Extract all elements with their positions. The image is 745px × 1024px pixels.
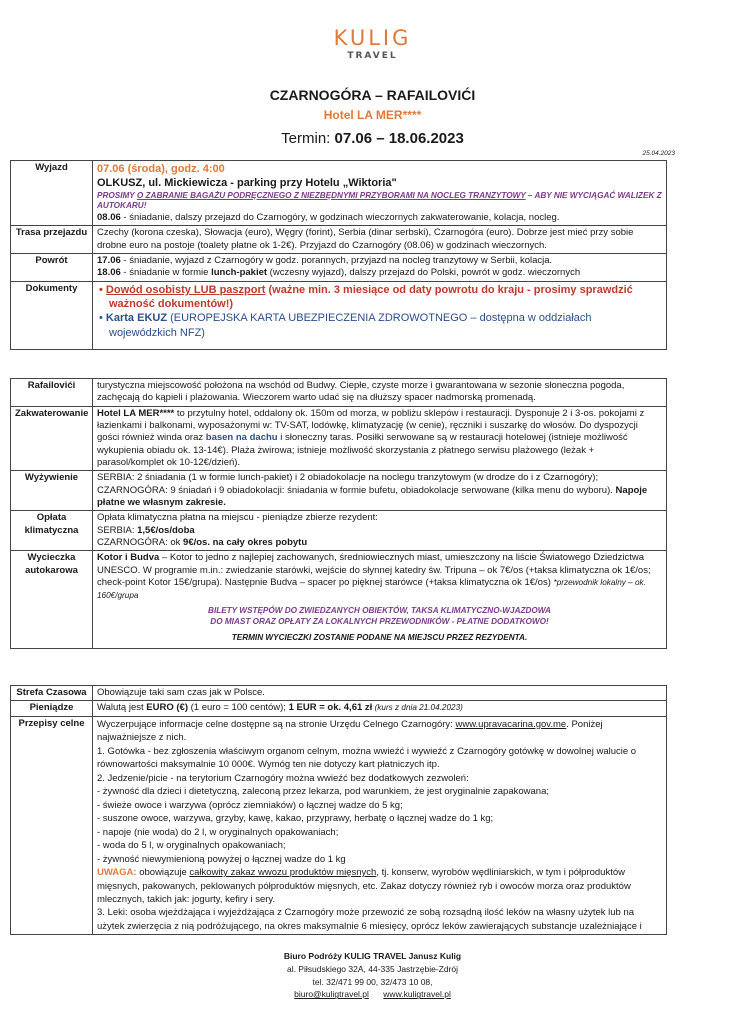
row-wycieczka bbox=[11, 551, 667, 648]
wyz-l2 bbox=[97, 485, 662, 510]
label-wyjazd: Wyjazd bbox=[11, 161, 93, 226]
uwaga-u: całkowity zakaz wwozu produktów mięsnych bbox=[189, 867, 377, 879]
footer-name: Biuro Podróży KULIG TRAVEL Janusz Kulig bbox=[283, 951, 462, 961]
cell-rafailovici: turystyczna miejscowość położona na wschód od Budwy. Ciepłe, czyste morze i gwarantowana w sezonie słoneczna pogoda, zachęcają do kąpieli i plażowania. Wieczorem warto udać się na dłuższy spacer nadmorską promenadą. bbox=[93, 379, 667, 407]
przep-item: - świeże owoce i warzywa (oprócz ziemniaków) o łącznej wadze do 5 kg; bbox=[97, 799, 403, 811]
pien-b: EURO (€) bbox=[146, 702, 188, 714]
row-zakwaterowanie bbox=[11, 406, 667, 471]
label-przepisy: Przepisy celne bbox=[11, 716, 93, 935]
label-rafailovici: Rafailovići bbox=[11, 379, 93, 407]
uwaga-b: , tj. konserw, wyrobów wędliniarskich, w tym i półproduktów mięsnych, pakowanych, peklowanych półproduktów mięsnych, etc. Zakaz dotyczy również ryb i owoców morza oraz produktów mlecznych, takich jak: jogurty, kefiry i sery. bbox=[97, 867, 631, 905]
day-date: 08.06 bbox=[97, 211, 121, 223]
oplata-l2 bbox=[97, 525, 662, 537]
cell-oplata bbox=[93, 511, 667, 551]
przep-item: - suszone owoce, warzywa, grzyby, kawę, kakao, przyprawy, herbatę o łącznej wadze do 1 kg; bbox=[97, 813, 494, 825]
powrot-t2c: (wczesny wyjazd), dalszy przejazd do Polski, powrót w godz. wieczornych bbox=[267, 267, 581, 279]
wyjazd-where: OLKUSZ, ul. Mickiewicza - parking przy Hotelu „Wiktoria" bbox=[97, 177, 397, 190]
pien-c: (1 euro = 100 centów); bbox=[187, 702, 289, 714]
przep-p2: 2. Jedzenie/picie - na terytorium Czarnogóry można wwieźć bez dodatkowych zezwoleń: bbox=[97, 772, 469, 784]
oplata-l3a: CZARNOGÓRA: ok bbox=[97, 537, 184, 549]
cell-dokumenty bbox=[93, 281, 667, 349]
row-przepisy bbox=[11, 716, 667, 935]
cell-powrot bbox=[93, 253, 667, 281]
footer-www-link[interactable]: www.kuligtravel.pl bbox=[383, 989, 451, 1000]
przep-uwaga bbox=[97, 866, 662, 906]
cell-przepisy bbox=[93, 716, 667, 935]
table-travel bbox=[10, 160, 667, 350]
footer-email-link[interactable]: biuro@kuligtravel.pl bbox=[294, 989, 369, 1000]
powrot-t1: - śniadanie, wyjazd z Czarnogóry w godz. porannych, przyjazd na nocleg tranzytowy w Serbii, kolacja. bbox=[120, 254, 553, 266]
warning-u: O ZABRANIE BAGAŻU PODRĘCZNEGO Z NIEZBĘDNYMI PRZYBORAMI NA NOCLEG TRANZYTOWY bbox=[136, 190, 526, 200]
wyc-notice-1: BILETY WSTĘPÓW DO ZWIEDZANYCH OBIEKTÓW, TAKSA KLIMATYCZNO-WJAZDOWA bbox=[208, 605, 551, 615]
uwaga-label: UWAGA: bbox=[97, 867, 137, 879]
wyc-notice-3: TERMIN WYCIECZKI ZOSTANIE PODANE NA MIEJSCU PRZEZ REZYDENTA. bbox=[231, 633, 528, 643]
footer-links bbox=[0, 988, 745, 1001]
termin-label: Termin: bbox=[281, 130, 331, 147]
customs-link[interactable]: www.upravacarina.gov.me bbox=[455, 718, 567, 730]
document-date: 25.04.2023 bbox=[642, 150, 675, 157]
oplata-l3b: 9€/os. na cały okres pobytu bbox=[183, 537, 308, 549]
hotel-name: Hotel LA MER**** bbox=[323, 108, 422, 122]
cell-wycieczka bbox=[93, 551, 667, 648]
label-wyzywienie: Wyżywienie bbox=[11, 471, 93, 511]
row-pieniadze bbox=[11, 701, 667, 716]
wyc-name: Kotor i Budva bbox=[97, 552, 160, 564]
dok-bullet-2: • Karta EKUZ (EUROPEJSKA KARTA UBEZPIECZENIA ZDROWOTNEGO – dostępna w oddziałach wojewódzkich NFZ) bbox=[99, 312, 592, 339]
footer-address: al. Piłsudskiego 32A, 44-335 Jastrzębie-Zdrój bbox=[286, 963, 459, 974]
uwaga-a: obowiązuje bbox=[136, 867, 190, 879]
pien-e: (kurs z dnia 21.04.2023) bbox=[372, 703, 463, 713]
przep-p3: 3. Leki: osoba wjeżdżająca i wyjeżdżająca z Czarnogóry może przewozić ze sobą rozsądną ilość leków na własny użytek lub na użytek zwierzęcia z nią podróżującego, na okres maksymalnie 6 miesięcy, oprócz leków zawierających substancje uzależniające i bbox=[97, 907, 642, 932]
powrot-line1 bbox=[97, 255, 662, 267]
label-pieniadze: Pieniądze bbox=[11, 701, 93, 716]
logo-main: KULIG bbox=[333, 26, 412, 50]
cell-strefa: Obowiązuje taki sam czas jak w Polsce. bbox=[93, 686, 667, 701]
label-zakwaterowanie: Zakwaterowanie bbox=[11, 406, 93, 471]
pien-d: 1 EUR = ok. 4,61 zł bbox=[288, 702, 373, 714]
warning-a: PROSIMY bbox=[97, 190, 137, 200]
table-stay bbox=[10, 378, 667, 649]
row-wyjazd bbox=[11, 161, 667, 226]
row-strefa bbox=[11, 686, 667, 701]
dok-b2-rest: (EUROPEJSKA KARTA UBEZPIECZENIA ZDROWOTNEGO – dostępna w oddziałach wojewódzkich NFZ) bbox=[109, 312, 592, 339]
zakw-hotel: Hotel LA MER**** bbox=[97, 407, 175, 419]
cell-wyzywienie bbox=[93, 471, 667, 511]
powrot-t2a: - śniadanie w formie bbox=[120, 267, 212, 279]
powrot-line2 bbox=[97, 267, 662, 279]
logo bbox=[0, 26, 745, 61]
row-rafailovici bbox=[11, 379, 667, 407]
page-title: CZARNOGÓRA – RAFAILOVIĆI bbox=[269, 87, 476, 103]
label-wycieczka: Wycieczka autokarowa bbox=[11, 551, 93, 648]
oplata-l2a: SERBIA: bbox=[97, 524, 138, 536]
cell-pieniadze bbox=[93, 701, 667, 716]
logo-sub: TRAVEL bbox=[347, 51, 398, 61]
przep-p1: 1. Gotówka - bez zgłoszenia właściwym organom celnym, można wwieźć i wywieźć z Czarnogóry gotówkę w dowolnej walucie o równowartości maksymalnie 10 000€. Wymóg ten nie dotyczy kart płatniczych itp. bbox=[97, 745, 637, 771]
dok-bullet-1: • Dowód osobisty LUB paszport (ważne min. 3 miesiące od daty powrotu do kraju - prosimy sprawdzić ważność dokumentów!) bbox=[99, 283, 633, 310]
day-text: - śniadanie, dalszy przejazd do Czarnogóry, w godzinach wieczornych zakwaterowanie, kolacja, nocleg. bbox=[120, 211, 560, 223]
label-oplata: Opłata klimatyczna bbox=[11, 511, 93, 551]
label-trasa: Trasa przejazdu bbox=[11, 226, 93, 254]
warning-b: – ABY NIE WYCIĄGAĆ WALIZEK Z AUTOKARU! bbox=[97, 190, 662, 211]
oplata-l2b: 1,5€/os/doba bbox=[137, 524, 195, 536]
row-wyzywienie bbox=[11, 471, 667, 511]
wyc-guide: *przewodnik lokalny – ok. 160€/grupa bbox=[97, 578, 646, 600]
cell-trasa: Czechy (korona czeska), Słowacja (euro), Węgry (forint), Serbia (dinar serbski), Czarnogóra (euro). Dobrze jest mieć przy sobie drobne euro na postoje (toalety płatne ok 1-2€). Przyjazd do Czarnogóry (08.06) w godzinach wieczornych. bbox=[93, 226, 667, 254]
przep-item: - żywność dla dzieci i dietetyczną, zaleconą przez lekarza, pod warunkiem, że jest oryginalnie zapakowana; bbox=[97, 786, 550, 798]
wyc-notice-2: DO MIAST ORAZ OPŁATY ZA LOKALNYCH PRZEWODNIKÓW - PŁATNE DODATKOWO! bbox=[210, 616, 549, 626]
przep-item: - napoje (nie woda) do 2 l, w oryginalnych opakowaniach; bbox=[97, 826, 339, 838]
dok-b2-main: Karta EKUZ bbox=[105, 312, 168, 325]
przep-intro bbox=[97, 718, 662, 745]
powrot-t2b: lunch-pakiet bbox=[211, 267, 268, 279]
footer bbox=[0, 950, 745, 1001]
oplata-l1: Opłata klimatyczna płatna na miejscu - pieniądze zbierze rezydent: bbox=[97, 512, 378, 524]
termin bbox=[0, 130, 745, 147]
dok-b1-main: Dowód osobisty LUB paszport bbox=[105, 283, 266, 296]
label-powrot: Powrót bbox=[11, 253, 93, 281]
footer-phone: tel. 32/471 99 00, 32/473 10 08, bbox=[312, 976, 433, 987]
zakw-basen: basen na dachu bbox=[205, 432, 278, 444]
row-powrot bbox=[11, 253, 667, 281]
pien-a: Walutą jest bbox=[97, 702, 147, 714]
dok-b1-rest: (ważne min. 3 miesiące od daty powrotu do kraju - prosimy sprawdzić ważność dokumentów!) bbox=[109, 283, 633, 310]
zakw-t2: i słoneczny taras. Posiłki serwowane są w restauracji hotelowej (istnieje możliwość wykupienia obiadu ok. 13-14€). Plaża żwirowa; istnieje możliwość skorzystania z płatnego serwisu plażowego (leżak + parasol/komplet ok 10-12€/dzień). bbox=[97, 432, 628, 469]
label-strefa: Strefa Czasowa bbox=[11, 686, 93, 701]
row-oplata bbox=[11, 511, 667, 551]
termin-dates: 07.06 – 18.06.2023 bbox=[334, 130, 464, 147]
powrot-d1: 17.06 bbox=[97, 254, 121, 266]
table-info bbox=[10, 685, 667, 935]
oplata-l3 bbox=[97, 537, 662, 549]
zakw-t1: to przytulny hotel, oddalony ok. 150m od morza, w pobliżu sklepów i restauracji. Dysponuje 2 i 3-os. pokojami z łazienkami i balkonami, wyposażonymi w: TV-SAT, lodówkę, klimatyzację (w cenie), ręczniki i suszarkę do włosów. Do dyspozycji gości również winda oraz bbox=[97, 407, 645, 444]
wyz-l1: SERBIA: 2 śniadania (1 w formie lunch-pakiet) i 2 obiadokolacje na noclegu tranzytowym (w drodze do i z Czarnogóry); bbox=[97, 472, 599, 484]
row-trasa bbox=[11, 226, 667, 254]
wyjazd-when: 07.06 (środa), godz. 4:00 bbox=[97, 163, 225, 175]
wyjazd-warning bbox=[97, 191, 662, 212]
wyz-l2b: Napoje płatne we własnym zakresie. bbox=[97, 484, 648, 509]
cell-zakwaterowanie bbox=[93, 406, 667, 471]
przep-intro-a: Wyczerpujące informacje celne dostępne są na stronie Urzędu Celnego Czarnogóry: bbox=[97, 718, 456, 730]
label-dokumenty: Dokumenty bbox=[11, 281, 93, 349]
wyjazd-day bbox=[97, 212, 662, 224]
powrot-d2: 18.06 bbox=[97, 267, 121, 279]
przep-intro-b: . Poniżej najważniejsze z nich. bbox=[97, 718, 603, 744]
wyc-t1: – Kotor to jedno z najlepiej zachowanych, średniowiecznych miast, umieszczony na liście Światowego Dziedzictwa UNESCO. W programie m.in.: zwiedzanie starówki, wejście do słynnej katedry św. Tripuna – ok 7€/os (+taksa klimatyczna ok 1€/os; check-point Kotor 15€/grupa). Następnie Budva – spacer po pięknej starówce (+taksa klimatyczna ok 1€/os) bbox=[97, 552, 651, 589]
wyc-text bbox=[97, 552, 662, 601]
przep-item: - woda do 5 l, w oryginalnych opakowaniach; bbox=[97, 840, 286, 852]
cell-wyjazd bbox=[93, 161, 667, 226]
przep-item: - żywność niewymienioną powyżej o łącznej wadze do 1 kg bbox=[97, 853, 346, 865]
wyz-l2a: CZARNOGÓRA: 9 śniadań i 9 obiadokolacji: śniadania w formie bufetu, obiadokolacje serwowane (kilka menu do wyboru). bbox=[97, 484, 616, 496]
row-dokumenty bbox=[11, 281, 667, 349]
